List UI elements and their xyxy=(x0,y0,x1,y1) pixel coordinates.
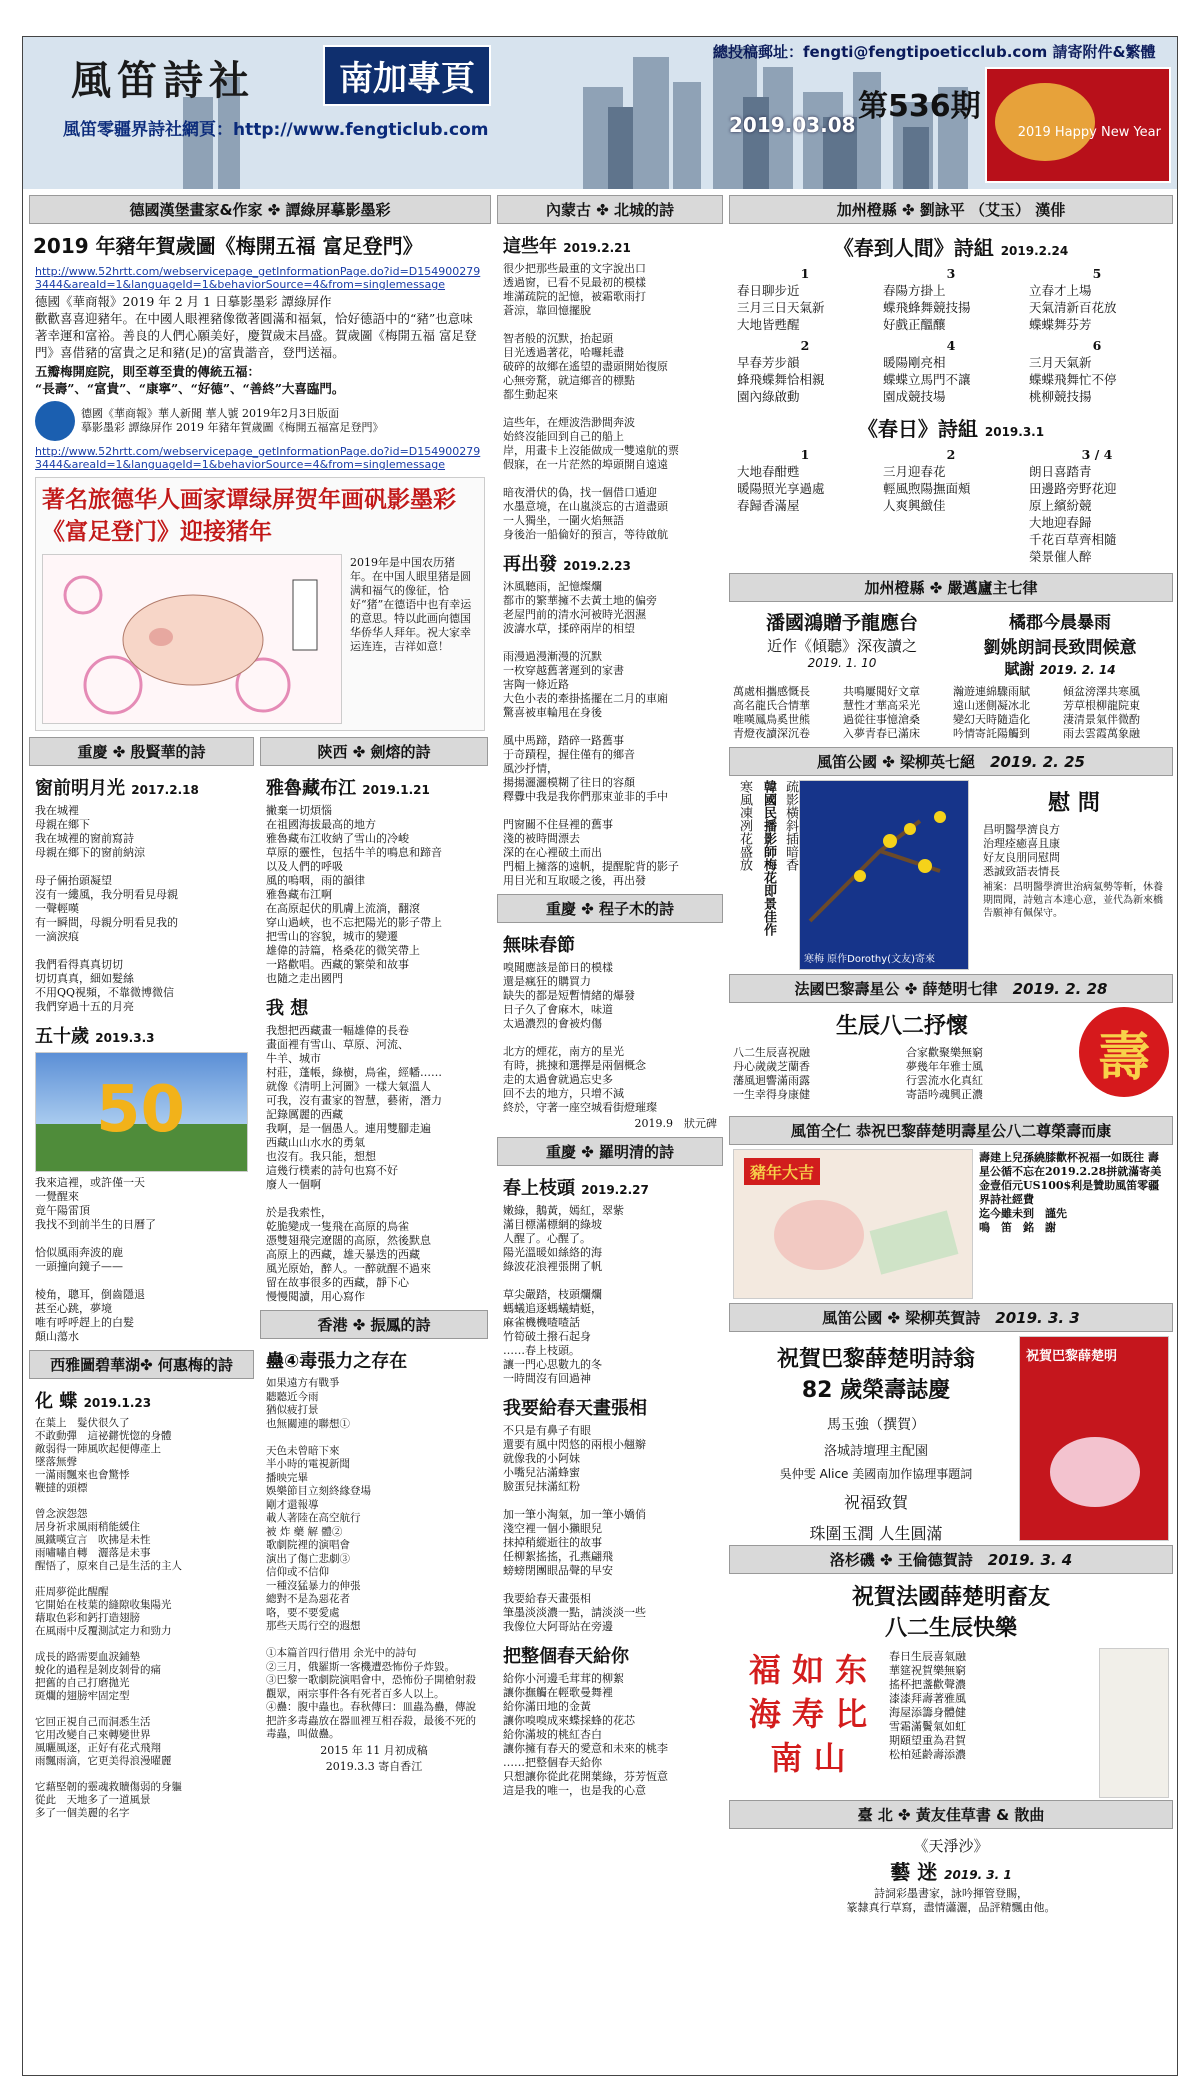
poem-title xyxy=(503,550,717,576)
section-header: 德國漢堡畫家&作家 ✤ 譚綠屏摹影墨彩 xyxy=(29,195,491,224)
verse-title: 橘郡今晨暴雨 xyxy=(1009,613,1111,633)
vertical-text: 疏影橫斜插暗香 xyxy=(783,780,798,871)
photo-caption: 寒梅 原作Dorothy(文友)寄來 xyxy=(804,954,935,965)
haiku-cell xyxy=(737,446,873,565)
section-header xyxy=(729,747,1173,776)
lower-split xyxy=(29,737,491,1822)
section-header-text: 風笛公國 ✤ 梁柳英賀詩 xyxy=(822,1309,981,1327)
verse-date: 2019. 1. 10 xyxy=(807,656,877,670)
poem-title xyxy=(266,774,482,800)
seven-verse-titles xyxy=(733,608,1169,679)
haiku-number: 1 xyxy=(800,266,810,281)
card-title: 豬年大吉 xyxy=(744,1158,820,1185)
poem-title-text: 藝 迷 xyxy=(890,1860,938,1884)
haiku-number: 2 xyxy=(946,447,956,462)
section-header: 加州橙縣 ✤ 嚴邁廬主七律 xyxy=(729,573,1173,602)
haiku-text: 春日聊步近 三月三日天氣新 大地皆甦醒 xyxy=(737,283,825,332)
poem-title xyxy=(503,232,717,258)
section-date: 2019. 2. 25 xyxy=(990,753,1085,771)
poem-body: 我想把西藏畫一幅雄偉的長卷 畫面裡有雪山、草原、河流、 牛羊、城市 村莊，蓬帳，綠樹，鳥雀，經幡…… 就像《清明上河圖》一樣大氣溫人 可我，沒有畫家的智慧，藝術，潛力 記錄厲麗的西藏 我啊，是一個愚人。連用雙腳走遍 西藏山山水水的勇氣 也沒有。我只能，想想 這幾行樸素的詩句也寫不好 廢人一個啊 於是我索性， 乾脆變成一隻飛在高原的鳥雀 憑雙翅飛完遼闊的高原，然後默息 高原上的西藏，雄天暴迭的西藏 風光原始，醉人。一醉就醒不過來 留在故事很多的西藏，靜下心 慢慢閱讀，用心寫作 xyxy=(266,1024,442,1303)
poem-title xyxy=(503,1174,717,1200)
issue-date: 2019.03.08 xyxy=(729,113,856,137)
haiku-number: 4 xyxy=(946,338,956,353)
column-1 xyxy=(29,195,491,1822)
haiku-number: 2 xyxy=(800,338,810,353)
verse-subtitle xyxy=(951,658,1169,679)
haiku-cell xyxy=(1029,446,1165,565)
blessing-line: 海 寿 比 xyxy=(748,1695,868,1733)
section-header: 重慶 ✤ 羅明清的詩 xyxy=(497,1137,723,1166)
news-source-row xyxy=(35,401,485,441)
poem-signature: 2019.3.3 寄自香江 xyxy=(325,1759,423,1773)
poem-title xyxy=(35,1022,248,1048)
poem-date: 2019.2.24 xyxy=(1000,244,1069,258)
section-header xyxy=(729,974,1173,1003)
greeting-poem: 春日生辰喜氣融 華筵祝賀樂無窮 搖杯把盞歡聲濃 漆漆拜壽著雅風 海屋添籌身體健 雪霜滿鬢氣如虹 期頤望重為君賀 松柏延齡壽添濃 xyxy=(889,1650,966,1761)
verse-subtitle-text: 賦謝 xyxy=(1004,660,1035,678)
poem-date: 2017.2.18 xyxy=(131,783,199,797)
red-headline: 著名旅德华人画家谭绿屏贺年画矾影墨彩《富足登门》迎接猪年 xyxy=(42,487,456,545)
section-header: 臺 北 ✤ 黃友佳草書 & 散曲 xyxy=(729,1800,1173,1829)
poem-title: 蠱④毒張力之存在 xyxy=(266,1351,408,1372)
section-date: 2019. 3. 3 xyxy=(995,1309,1080,1327)
poem-title-text: 化 蝶 xyxy=(35,1391,78,1412)
haiku-text: 三月天氣新 蝶蝶飛舞忙不停 桃柳競技揚 xyxy=(1029,355,1117,404)
poem-date: 2019.3.1 xyxy=(984,425,1045,439)
subcolumn-right xyxy=(260,737,488,1822)
section-date: 2019. 3. 4 xyxy=(987,1551,1073,1569)
haiku-text: 朗日喜踏青 田邊路旁野花迎 原上繽紛競 大地迎春歸 千花百草齊相隨 榮景催人醉 xyxy=(1029,464,1117,564)
poem-body: 八二生辰喜祝融 丹心歲歲芝蘭香 藩風迴響滿雨露 一生幸得身康健 xyxy=(733,1046,810,1101)
issue-number: 第536期 xyxy=(858,89,981,124)
congrat-text xyxy=(733,1336,1019,1541)
congrat-title: 祝賀巴黎薛楚明詩翁 xyxy=(776,1347,975,1372)
haiku-number: 3 / 4 xyxy=(1081,447,1113,462)
pig-painting-text: 2019年是中国农历猪年。在中国人眼里猪是圆满和福气的像征，恰好“猪”在德语中也有幸运的意思。特以此画向德国华侨华人拜年。祝大家幸运连连，吉祥如意！ xyxy=(350,556,472,653)
plum-branch-drawing xyxy=(800,781,970,931)
blessing-characters xyxy=(733,1648,883,1798)
poem-body: 在葉上 髮伏很久了 不敢動彈 這祕鏘恍惚的身體 敵弱得一陣風吹起便傳產上 墜落無聲 一滿雨飄來也會驚悸 鞭撻的頭標 曾念淚怨怨 居身祈求風雨稍能緩住 風鐵嘆宣言 吹拂是未性 雨嘯嘯自轉 灑落是未事 醒悟了，原來自己是生活的主人 莊周夢從此醒醒 它開始在枝葉的縫隙收集陽光 藉取色彩和鈣打造翅膀 在風雨中反覆測試定力和勁力 成長的路需要血淚鋪墊 蛻化的過程是剝皮剝骨的痛 把舊的自己打磨拋光 斑爛的翅膀牢固定型 它回正視自己而洞悉生活 它用改變自己來轉變世界 風曬風逐，正好有花式飛翔 雨飄雨滴，它更美得浪漫曜麗 它藉堅韌的靈魂救贖傷弱的身軀 從此 天地多了一道風景 多了一個美麗的名字 xyxy=(35,1417,182,1819)
poem-title xyxy=(35,774,248,800)
pig-year-card-image xyxy=(733,1149,973,1299)
verse-body: 傾盆滂澤共寒風 芳草根柳龍院東 淒清景氣伴微酌 雨去雲霞萬象融 xyxy=(1063,685,1140,740)
section-header xyxy=(729,1303,1173,1332)
poem-title-text: 《春到人間》詩組 xyxy=(833,236,994,260)
poem-body: 我在城裡 母親在鄉下 我在城裡的窗前寫詩 母親在鄉下的窗前納涼 母子倆抬頭凝望 沒有一縷風，我分明看見母親 一聲輕嘆 有一瞬間，母親分明看見我的 一滴淚痕 我們看得真真切切 切切真真，細如髮絲 不用QQ視頻，不靠微博微信 我們穿過十五的月亮 xyxy=(35,804,178,1013)
verse-subtitle: 劉姚朗詞長致問候意 xyxy=(983,638,1137,658)
poem-title-text: 五十歲 xyxy=(35,1026,89,1047)
haiku-grid xyxy=(737,446,1165,565)
haiku-grid xyxy=(737,265,1165,405)
poem-body: 沐風聽雨，記憶燦爛 都市的繁華擁不去黃土地的偏旁 老屋門前的清水河被時光洇濕 波濤水草，揉碎兩岸的相望 雨漫過漫漸漫的沉默 一枚穿越舊著遲到的家書 害陶一條近路 大色小表的牽掛搖擺在二月的車廂 驚喜被車輪甩在身後 風中馬蹄，踏碎一路舊事 于奇蹟程，握住僅有的鄉音 風沙抒情， 揚揚灑灑模糊了往日的容顏 釋釁中我是我你們那束並非的手中 門窗關不住昼裡的舊事 淺的被時間漂去 深的在心裡破土而出 門楣上擁落的遠帆，提醒駝背的影子 用目光和互取暖之後，再出發 xyxy=(503,580,679,887)
poem-title: 我 想 xyxy=(266,998,309,1019)
poem-title-text: 這些年 xyxy=(503,236,557,257)
haiku-cell xyxy=(737,265,873,333)
blessing-line: 南 山 xyxy=(770,1739,846,1777)
subcolumn-left xyxy=(29,737,254,1822)
section-header: 重慶 ✤ 程子木的詩 xyxy=(497,894,723,923)
newspaper-page xyxy=(22,36,1178,2076)
pig-figure xyxy=(774,1200,864,1270)
haiku-cell xyxy=(883,446,1019,565)
article-link-2[interactable]: http://www.52hrtt.com/webservicepage_getInformationPage.do?id=D1549002793444&areaId=1&languageId=1&behaviorSource=4&from=singlemessage xyxy=(35,445,481,471)
section-date: 2019. 2. 28 xyxy=(1012,980,1108,998)
five-blessings-text: 五瓣梅開庭院，則至尊至貴的傳統五福： “長壽”、“富貴”、“康寧”、“好德”、“善終”大喜臨門。 xyxy=(35,364,345,396)
poem-date: 2019. 3. 1 xyxy=(944,1868,1012,1882)
pig-illustration xyxy=(995,83,1095,161)
verse-body: 共鳴屢閱好文章 慧性才華高采光 過從往事憶滄桑 入夢青春已滿床 xyxy=(843,685,920,740)
club-website-link[interactable]: 風笛零疆界詩社網頁：http://www.fengticlub.com xyxy=(63,120,489,140)
poem-body-row xyxy=(733,1046,1071,1102)
poem-date: 2019.3.3 xyxy=(95,1031,155,1045)
pig-drawing xyxy=(43,555,343,725)
congrat-line: 洛城詩壇理主配園 xyxy=(823,1444,928,1459)
verse-title-left xyxy=(733,608,951,679)
haiku-cell xyxy=(1029,265,1165,333)
calligraphy-poem xyxy=(729,1835,1173,1885)
poem-body: 合家歡聚樂無窮 夢幾年年雅士風 行雲流水化真紅 寄語吟魂興正濃 xyxy=(906,1046,983,1101)
haiku-number: 3 xyxy=(946,266,956,281)
poem-date: 2019.2.27 xyxy=(581,1183,649,1197)
section-header-text: 洛杉磯 ✤ 王倫德賀詩 xyxy=(829,1551,973,1569)
submission-email[interactable]: 總投稿郵址：fengti@fengtipoeticclub.com 請寄附件&繁體 xyxy=(713,43,1156,61)
article-link[interactable]: http://www.52hrtt.com/webservicepage_getInformationPage.do?id=D1549002793444&areaId=1&languageId=1&behaviorSource=4&from=singlemessage xyxy=(35,265,481,291)
donation-section xyxy=(733,1149,1169,1299)
section-header: 重慶 ✤ 殷賢華的詩 xyxy=(29,737,254,766)
column-4 xyxy=(729,195,1173,1917)
congrat-author: 馬玉強（撰賀） xyxy=(827,1417,925,1433)
club-logo: 風笛詩社 xyxy=(71,57,255,104)
verse-title-right xyxy=(951,608,1169,679)
news-logo-icon xyxy=(35,401,75,441)
plum-blossom-photo xyxy=(799,780,969,970)
poem-body: 不只是有鼻子有眼 還要有風中閃悠的兩根小翹辮 就像我的小阿妹 小嘴兒沾滿蜂蜜 臉蛋兒抹滿紅粉 加一筆小淘氣，加一筆小嬌俏 淺空裡一個小獺眼兒 抹掉稍縱逝往的故事 任柳絮搖搖，孔燕翩飛 螃螃閉團眼品聲的早安 我要給春天畫張相 筆墨淡淡濃一點，請淡淡一些 我像位大阿哥站在旁邊 xyxy=(503,1424,646,1633)
birthday-poem xyxy=(733,1007,1071,1112)
verse-body: 瀚遊連綿驟雨賦 遠山迷側凝冰北 變幻天時隨造化 吟情寄託陽觸到 xyxy=(953,685,1030,740)
congrat-line: 吳仲雯 Alice 美國南加作協理事題詞 xyxy=(779,1467,973,1481)
haiku-number: 1 xyxy=(800,447,810,462)
poem-body: 昌明醫學濟良方 治理痊癒喜且康 好友良朋同慰問 悉誠致語表情長 xyxy=(983,823,1060,878)
card-title: 祝賀巴黎薛楚明 xyxy=(1026,1349,1118,1364)
masthead xyxy=(23,37,1178,189)
congrat-card-image xyxy=(1019,1336,1169,1541)
poem-title xyxy=(735,413,1167,442)
new-year-card-image xyxy=(985,67,1171,183)
section-header-text: 法國巴黎壽星公 ✤ 薛楚明七律 xyxy=(794,980,998,998)
poem-date: 2019.2.23 xyxy=(563,559,631,573)
consolation-poem xyxy=(969,780,1171,970)
poem-form: 《天淨沙》 xyxy=(913,1837,989,1855)
poem-body: 詩詞彩墨書家，詠吟揮管登賜， 篆隸真行草寫，盡情瀟灑，品評精飄由他。 xyxy=(846,1887,1056,1914)
greeting-line: 八二生辰快樂 xyxy=(884,1616,1017,1641)
page-title: 南加專頁 xyxy=(323,45,491,106)
haiku-cell xyxy=(1029,337,1165,405)
poem-date: 2019.9 狀元碑 xyxy=(634,1117,717,1130)
birthday-poem-section xyxy=(733,1007,1169,1112)
poem-title-text: 春上枝頭 xyxy=(503,1178,575,1199)
poem-date: 2019.1.21 xyxy=(362,783,430,797)
poem-body: 我來這裡，或許僅一天 一覺醒來 竟午陽雷頂 我找不到前半生的日曆了 恰似風雨奔波的鹿 一頭撞向鏡子—— 棱角，聰耳，倒齒隱退 甚至心跳，夢境 唯有呼呼趕上的白髮 顛山蕩水 xyxy=(35,1176,156,1343)
poem-title xyxy=(35,1387,248,1413)
pig-figure xyxy=(1050,1437,1140,1507)
poem-body: 撇棄一切煩惱 在祖國海拔最高的地方 雅魯藏布江收納了雪山的冷峻 草原的靈性，包括牛羊的鳴息和蹄音 以及人們的呼吸 風的嗚咽，雨的韻律 雅魯藏布江啊 在高原起伏的肌膚上流淌，翻滾 穿山過峽，也不忘把陽光的影子帶上 把雪山的容貌，城市的變遷 雄偉的詩篇，格桑花的微笑帶上 一路歡唱。西藏的繁榮和故事 也隨之走出國門 xyxy=(266,804,442,985)
poem-title: 生辰八二抒懷 xyxy=(835,1014,968,1039)
section-header: 陝西 ✤ 劍熔的詩 xyxy=(260,737,488,766)
poem-body: 很少把那些最重的文字說出口 透過窗，已看不見最初的模樣 堆滿疏院的記憶，被霜歌雨打 蒼涼，靠回憶擺脫 智者般的沉默，抬起頭 目光透過著花，哈囉耗盡 破碎的故鄉在遙望的盡頭開始復原 心無旁騖，就這鄉音的標點 都生動起來 這些年，在煙波浩渺間奔波 始終沒能回到自己的船上 岸，用畫卡上沒能做成一雙遠航的票 假寐，在一片茫然的埠頭開自遠遠 暗夜滑伏的偽，找一個借口遁迎 水墨意境，在山嵐淡忘的古道盡頭 一人獨坐，一圍火焰無語 身後治一船倫好的預言，等待啟航 xyxy=(503,262,679,541)
congrat-line: 祝福致賀 xyxy=(843,1493,908,1512)
pig-painting-image xyxy=(42,554,342,724)
poem-date: 2019.2.21 xyxy=(563,241,631,255)
verse-title: 潘國鴻贈予龍應台 xyxy=(765,612,918,634)
congrat-line: 珠圍玉潤 人生圓滿 xyxy=(809,1524,943,1543)
haiku-cell xyxy=(737,337,873,405)
congrat-section xyxy=(733,1336,1169,1541)
haiku-cell xyxy=(883,265,1019,333)
poem-body: 給你小河邊毛茸茸的柳絮 讓你撫觸在輕歌曼舞裡 給你滿田地的金黃 讓你嗅嗅成來蝶採蜂的花芯 給你滿坡的桃紅杏白 讓你擁有春天的愛意和未來的桃李 ……把整個春天給你 只想讓你從此花開葉綠，芬芳恆意 這是我的唯一，也是我的心意 xyxy=(503,1672,668,1797)
poem-title-text: 再出發 xyxy=(503,554,557,575)
article-body: 德國《華商報》2019 年 2 月 1 日摹影墨彩 譚綠屏作 歡歡喜喜迎豬年。在中國人眼裡豬像徵著圓滿和福氣，恰好德語中的“豬”也意味著幸運和富裕。善良的人們心願美好，慶賀歲末昌盛。賀歲圖《梅開五福 富足登門》喜借豬的富貴之足和豬(足)的富貴諧音，登門送福。 xyxy=(35,294,477,360)
haiku-text: 立春才上場 天氣清新百花放 蝶蝶舞芬芳 xyxy=(1029,283,1117,332)
poem-title: 把整個春天給你 xyxy=(503,1646,629,1667)
greeting-section xyxy=(733,1648,1169,1798)
section-header xyxy=(729,1545,1173,1574)
poem-title: 我要給春天畫張相 xyxy=(503,1398,647,1419)
poem-body: 嫩綠，鵝黃，嫣紅，翠紫 滿目標滿標網的綠坡 人醒了。心醒了。 陽光溫暖如絲絡的海 綠波花浪裡張開了帆 草尖嚴踏，枝頭爛爛 螞蟻追逐螞蟻蜻蜓， 麻雀機機喳喳話 竹筍破土撥石起身 ……春上枝頭。 讓一門心思數九的冬 一時間沒有回過神 xyxy=(503,1204,624,1385)
pig-painting-row xyxy=(42,554,478,724)
verse-date: 2019. 2. 14 xyxy=(1039,663,1116,677)
section-header: 香港 ✤ 振鳳的詩 xyxy=(260,1310,488,1339)
section-header-text: 風笛公國 ✤ 梁柳英七絕 xyxy=(817,753,976,771)
poem-title xyxy=(735,232,1167,261)
vertical-text: 韓國民播影師梅花即景佳作 xyxy=(761,780,776,936)
seven-verse-bodies xyxy=(733,685,1169,741)
poem-title-text: 窗前明月光 xyxy=(35,778,125,799)
article-title: 2019 年豬年賀歲圖《梅開五福 富足登門》 xyxy=(33,234,423,258)
haiku-text: 春陽方掛上 蝶飛蜂舞競技揚 好戲正醞釀 xyxy=(883,283,971,332)
poem-body: 如果遠方有戰爭 聽聽近今雨 猶似疲打景 也無關連的聯想① 天色未曾暗下來 半小時的電視新聞 播映完畢 娛樂節目立刻終緣登場 剛才還報導 載人著陸在高空航行 被 炸 藥 解 體② 歌劇院裡的演唱會 演出了傷亡悲劇③ 信仰或不信仰 一種沒猛暴力的伸張 總對不是為惡花者 咯，要不要愛處 那些天馬行空的遐想 ①本篇首四行借用 余光中的詩句 ②三月，俄羅斯一客機遭恐怖份子炸毀。 ③巴黎一歌劇院演唱會中，恐怖份子開槍射殺觀眾，兩宗事件各有死者百多人以上。 ④蠱：腹中蟲也。春秋傳曰：皿蟲為蠱，傳說把許多毒蟲放在器皿裡互相吞殺，最後不死的毒蟲，叫做蠱。 xyxy=(266,1377,476,1740)
greeting-line: 祝賀法國薛楚明畜友 xyxy=(851,1585,1050,1610)
new-year-caption: 2019 Happy New Year xyxy=(1017,125,1161,140)
haiku-text: 三月迎春花 輕風煦陽撫面頰 人爽興緻佳 xyxy=(883,464,971,513)
poem-title-text: 《春日》詩組 xyxy=(857,417,978,441)
column-3 xyxy=(497,195,723,1800)
haiku-text: 暖陽剛亮相 蝶蝶立馬門不讓 園成競技場 xyxy=(883,355,971,404)
poem-note: 補案：昌明醫學濟世治病氣勢等斬，休養期間聞，詩勉言本達心意，並代為新來橋告願神有佩保守。 xyxy=(983,882,1163,919)
haiku-cell xyxy=(883,337,1019,405)
haiku-text: 大地春酣甦 暖陽照光享過處 春歸香滿屋 xyxy=(737,464,825,513)
plum-section xyxy=(731,780,1171,970)
news-source-text: 德國《華商報》華人新聞 華人號 2019年2月3日版面 摹影墨彩 譚綠屏作 2019 年豬年賀歲圖《梅開五福富足登門》 xyxy=(81,407,384,434)
poem-body: 嗅聞應該是節日的模樣 還是瘋狂的購買力 缺失的都是短暫情緒的爆發 日子久了會麻木，味道 太過濃烈的會被灼傷 北方的煙花，南方的星光 有時，挑揀和選擇是兩個概念 走的太過會就過忘史多 回不去的地方，只增不減 終於，守著一座空城看街燈璀璨 xyxy=(503,961,657,1114)
poem-title: 無味春節 xyxy=(503,935,575,956)
verse-body: 萬處相攜感慨長 高名龍氏合情華 唯嘆鳳鳥奚世熊 青燈夜讀深沉卷 xyxy=(733,685,810,740)
section-header: 內蒙古 ✤ 北城的詩 xyxy=(497,195,723,224)
haiku-number: 5 xyxy=(1092,266,1102,281)
greeting-title xyxy=(729,1580,1173,1642)
donation-text: 壽建上兒孫繞膝歡杯祝福一如既往 壽星公循不忘在2019.2.28拼就滿寄美金壹佰元US100$利是贊助風笛零疆界詩社經費 迄今雖未到 謹先 鳴 笛 銘 謝 xyxy=(979,1151,1162,1234)
poem-date: 2019.1.23 xyxy=(83,1396,152,1410)
haiku-number: 6 xyxy=(1092,338,1102,353)
poem-signature: 2015 年 11 月初成稿 xyxy=(320,1743,428,1757)
section-header: 風笛仝仁 恭祝巴黎薛楚明壽星公八二尊榮壽而康 xyxy=(729,1116,1173,1145)
money-figure xyxy=(870,1210,959,1274)
fifty-image xyxy=(35,1052,248,1172)
section-header: 加州橙縣 ✤ 劉詠平 （艾玉） 漢俳 xyxy=(729,195,1173,224)
section-header: 西雅圖碧華湖✤ 何惠梅的詩 xyxy=(29,1350,254,1379)
haiku-text: 早春芳步韻 蜂飛蝶舞恰相親 園內綠啟動 xyxy=(737,355,825,404)
fifty-graphic: 50 xyxy=(96,1073,186,1147)
red-headline-box xyxy=(35,477,485,731)
poem-title xyxy=(729,1856,1173,1885)
blessing-line: 福 如 东 xyxy=(748,1651,868,1689)
calligraphy-image xyxy=(1099,1648,1169,1798)
longevity-character-image: 壽 xyxy=(1079,1007,1169,1097)
verse-subtitle: 近作《傾聽》深夜讀之 xyxy=(766,637,917,655)
poem-title: 慰 問 xyxy=(1048,791,1100,816)
congrat-title: 82 歲榮壽誌慶 xyxy=(801,1378,951,1403)
poem-title-text: 雅魯藏布江 xyxy=(266,778,356,799)
vertical-text: 寒風凍冽花盛放 xyxy=(737,780,752,871)
